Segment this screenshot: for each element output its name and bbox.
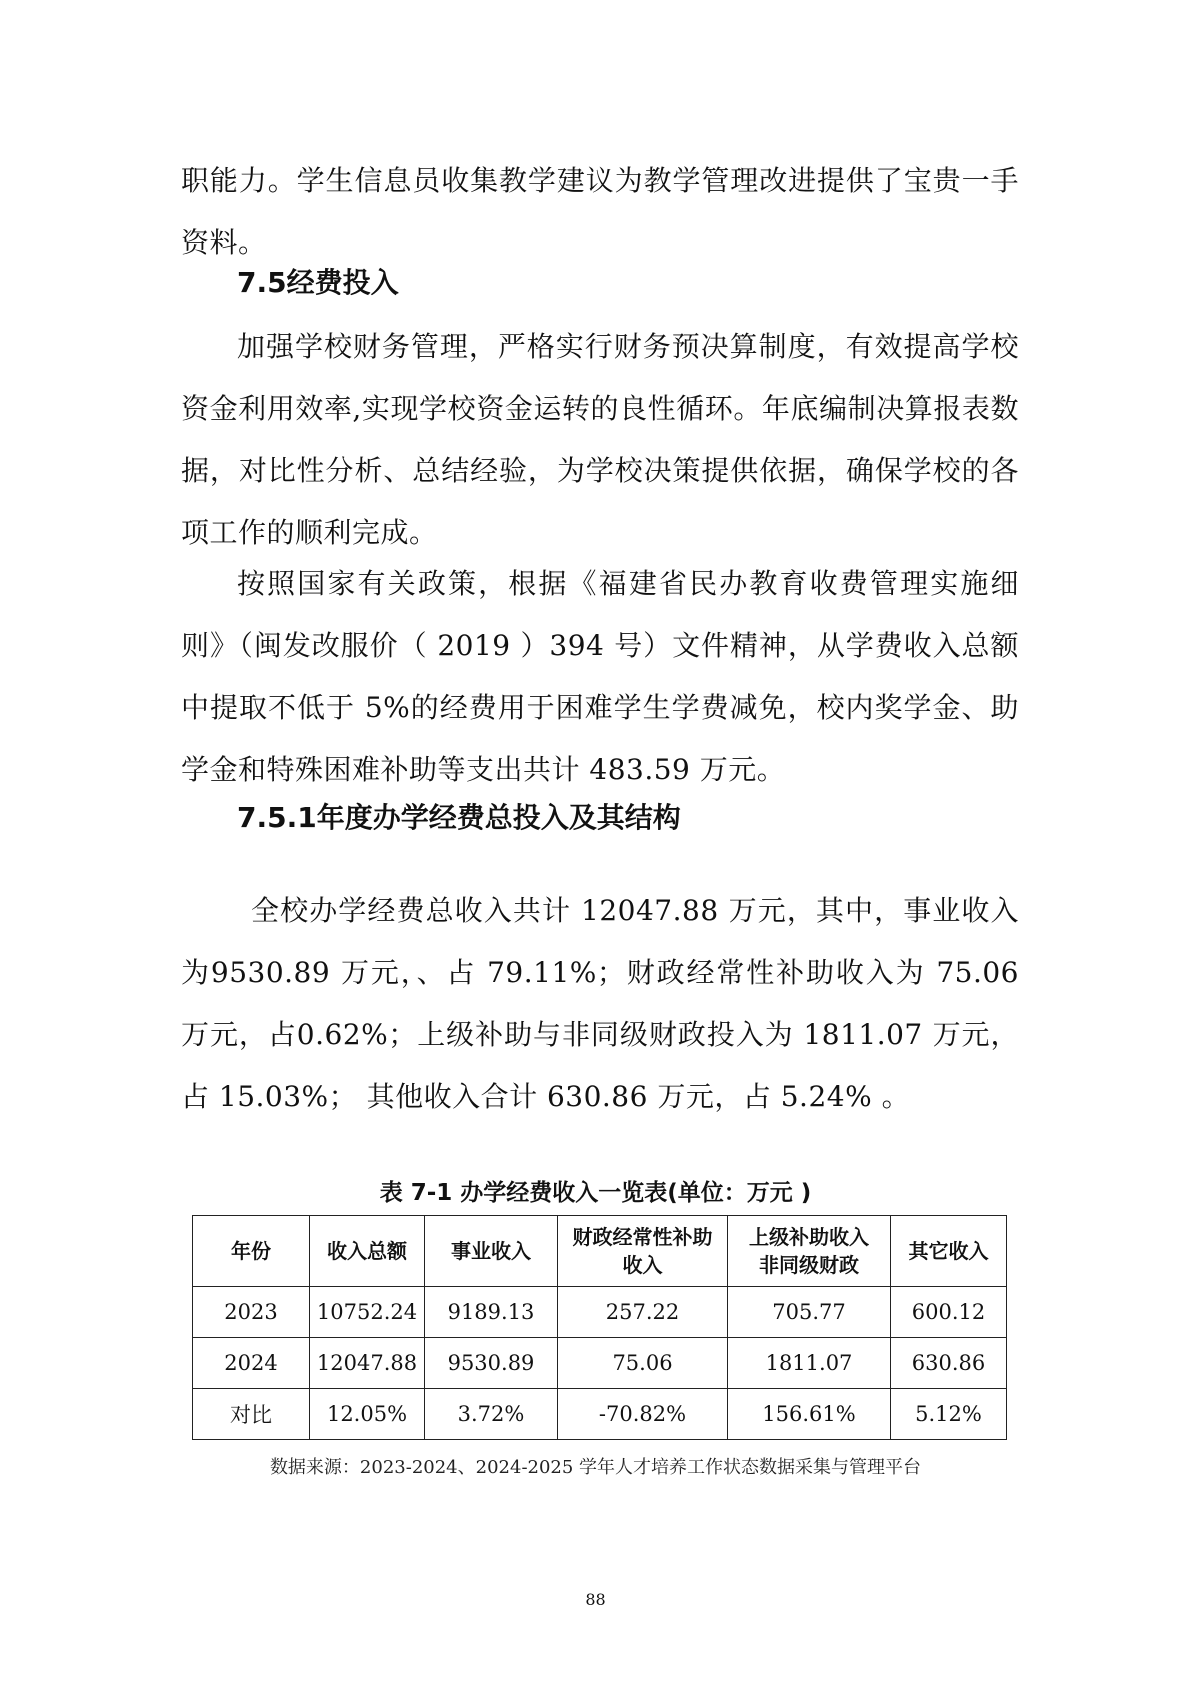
table-caption: 表 7-1 办学经费收入一览表(单位：万元 ) [379,1180,812,1206]
paragraph-intro: 职能力。学生信息员收集教学建议为教学管理改进提供了宝贵一手资料。 [181,164,1019,259]
header-fiscal-subsidy [558,1216,728,1287]
header-total-income: 收入总额 [310,1216,425,1287]
table-cell: 9530.89 [425,1338,558,1389]
table-cell: 9189.13 [425,1287,558,1338]
paragraph-finance-management: 加强学校财务管理，严格实行财务预决算制度，有效提高学校资金利用效率,实现学校资金运转的良性循环。年底编制决算报表数据，对比性分析、总结经验，为学校决策提供依据，确保学校的各项工作的顺利完成。 [181,330,1019,549]
table-cell: 10752.24 [310,1287,425,1338]
paragraph-income-structure: 全校办学经费总收入共计 12047.88 万元，其中，事业收入为9530.89 万元，、占 79.11%；财政经常性补助收入为 75.06 万元，占0.62%；上级补助与非同级财政投入为 1811.07 万元，占 15.03%； 其他收入合计 630.86 万元，占 5.24% 。 [181,894,1019,1113]
table-cell: -70.82% [558,1389,728,1440]
table-cell: 257.22 [558,1287,728,1338]
table-cell: 5.12% [891,1389,1007,1440]
table-cell: 3.72% [425,1389,558,1440]
header-fiscal-subsidy-line2: 收入 [622,1253,663,1277]
header-business-income: 事业收入 [425,1216,558,1287]
table-cell: 1811.07 [728,1338,891,1389]
header-year: 年份 [193,1216,310,1287]
table-row [193,1338,1007,1389]
table-cell: 630.86 [891,1338,1007,1389]
header-fiscal-subsidy-line1: 财政经常性补助 [572,1225,713,1249]
page-number: 88 [585,1590,606,1609]
section-heading-7-5: 7.5经费投入 [237,266,399,299]
paragraph-fee-policy: 按照国家有关政策，根据《福建省民办教育收费管理实施细则》（闽发改服价（ 2019 ）394 号）文件精神，从学费收入总额中提取不低于 5%的经费用于困难学生学费减免，校内奖学金、助学金和特殊困难补助等支出共计 483.59 万元。 [181,567,1019,786]
data-source-note: 数据来源：2023-2024、2024-2025 学年人才培养工作状态数据采集与管理平台 [269,1457,922,1478]
table-cell: 2024 [193,1338,310,1389]
header-upper-subsidy-line2: 非同级财政 [759,1253,859,1277]
header-upper-subsidy-line1: 上级补助收入 [749,1225,869,1249]
table-row [193,1389,1007,1440]
table-cell: 75.06 [558,1338,728,1389]
table-cell: 对比 [193,1389,310,1440]
table-cell: 2023 [193,1287,310,1338]
table-header-row [193,1216,1007,1287]
table-cell: 705.77 [728,1287,891,1338]
header-other-income: 其它收入 [891,1216,1007,1287]
header-upper-subsidy [728,1216,891,1287]
table-cell: 600.12 [891,1287,1007,1338]
income-table [192,1215,1007,1440]
table-cell: 12047.88 [310,1338,425,1389]
table-cell: 156.61% [728,1389,891,1440]
table-row [193,1287,1007,1338]
section-heading-7-5-1: 7.5.1年度办学经费总投入及其结构 [237,801,681,834]
table-cell: 12.05% [310,1389,425,1440]
